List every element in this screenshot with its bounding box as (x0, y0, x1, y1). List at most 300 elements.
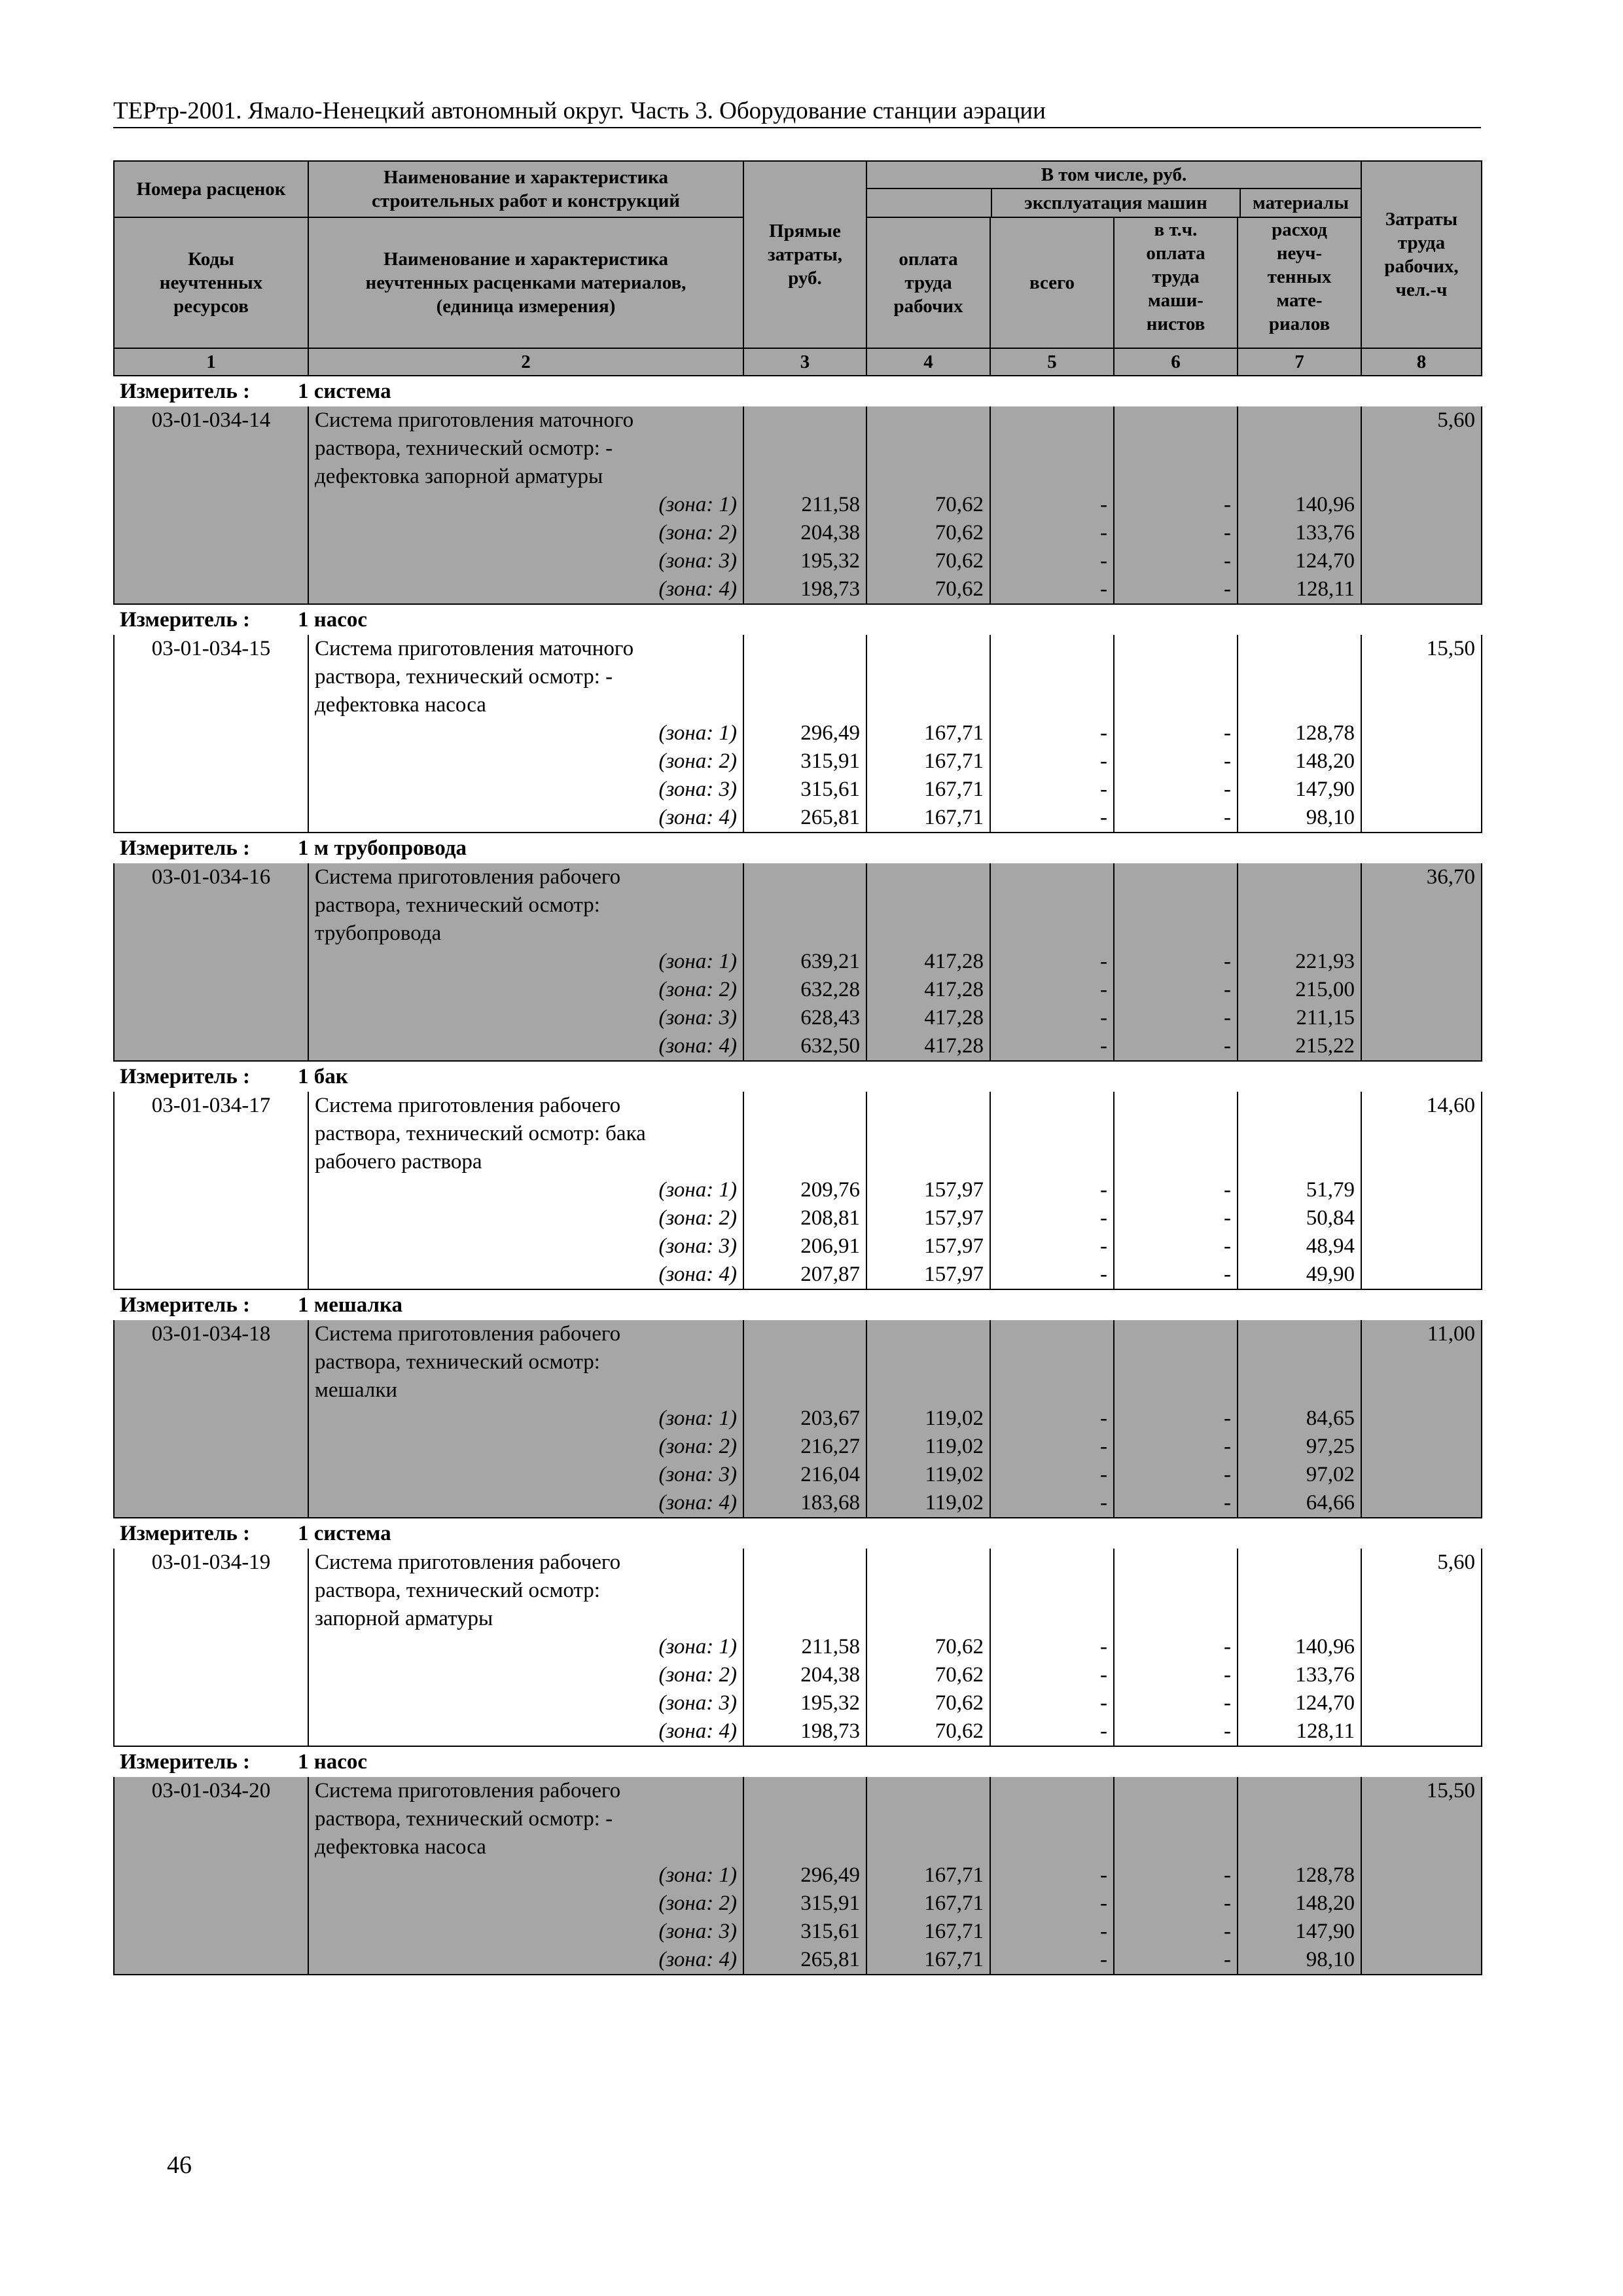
measure-label: Измеритель : (120, 380, 251, 403)
materials-usage: 97,25 (1238, 1433, 1361, 1461)
empty-cell (1361, 891, 1482, 920)
measure-label: Измеритель : (120, 1522, 251, 1545)
zone-label: (зона: 3) (308, 1004, 743, 1032)
materials-usage: 51,79 (1238, 1176, 1361, 1204)
materials-usage: 128,11 (1238, 575, 1361, 604)
machinists-wages: - (1114, 1176, 1238, 1204)
machines-total: - (990, 1433, 1114, 1461)
empty-cell (866, 1376, 990, 1405)
empty-cell (1114, 1577, 1238, 1605)
empty-cell (866, 1605, 990, 1633)
machines-total: - (990, 948, 1114, 976)
zone-label: (зона: 2) (308, 519, 743, 547)
zone-row (114, 1489, 1482, 1518)
empty-cell (866, 663, 990, 691)
zone-row (114, 719, 1482, 747)
column-numbers-row (114, 348, 1482, 376)
entry-desc-row (114, 1605, 1482, 1633)
empty-cell (1238, 435, 1361, 463)
direct-costs: 639,21 (743, 948, 866, 976)
machinists-wages: - (1114, 948, 1238, 976)
column-number: 7 (1238, 348, 1361, 376)
materials-usage: 140,96 (1238, 491, 1361, 519)
rate-code: 03-01-034-16 (114, 863, 308, 891)
work-description-line: Система приготовления рабочего (308, 1320, 743, 1348)
empty-cell (1238, 1777, 1361, 1805)
zone-label: (зона: 3) (308, 1689, 743, 1717)
worker-wages: 417,28 (866, 1032, 990, 1061)
worker-wages: 70,62 (866, 519, 990, 547)
zone-label: (зона: 1) (308, 1405, 743, 1433)
work-description-line: дефектовка запорной арматуры (308, 463, 743, 491)
empty-cell (114, 1232, 308, 1261)
entry-desc-row (114, 1348, 1482, 1376)
entry-desc-row (114, 1120, 1482, 1148)
empty-cell (1361, 1577, 1482, 1605)
empty-cell (1361, 976, 1482, 1004)
entry-desc-row (114, 1833, 1482, 1861)
worker-wages: 119,02 (866, 1433, 990, 1461)
materials-usage-header: расход неуч- тенных мате- риалов (1238, 217, 1361, 348)
direct-costs: 315,91 (743, 747, 866, 776)
empty-cell (114, 1577, 308, 1605)
empty-cell (1238, 863, 1361, 891)
empty-cell (866, 1092, 990, 1120)
entries-container (113, 376, 1481, 1975)
direct-costs: 211,58 (743, 1633, 866, 1661)
zone-label: (зона: 1) (308, 1861, 743, 1890)
materials-usage: 133,76 (1238, 1661, 1361, 1689)
empty-cell (990, 920, 1114, 948)
empty-cell (114, 891, 308, 920)
empty-cell (866, 1320, 990, 1348)
machines-total: - (990, 1489, 1114, 1518)
empty-cell (743, 891, 866, 920)
measure-unit: 1 насос (298, 1750, 368, 1774)
empty-cell (1361, 1433, 1482, 1461)
materials-usage: 128,78 (1238, 719, 1361, 747)
work-description-line: Система приготовления рабочего (308, 863, 743, 891)
empty-cell (114, 1689, 308, 1717)
work-description-line: раствора, технический осмотр: (308, 1348, 743, 1376)
empty-cell (1361, 1633, 1482, 1661)
zone-row (114, 1633, 1482, 1661)
empty-cell (866, 1777, 990, 1805)
zone-label: (зона: 4) (308, 1717, 743, 1746)
empty-cell (990, 1376, 1114, 1405)
direct-costs: 632,50 (743, 1032, 866, 1061)
empty-cell (866, 891, 990, 920)
column-number: 2 (308, 348, 743, 376)
entry-desc-row (114, 663, 1482, 691)
empty-cell (743, 1833, 866, 1861)
materials-usage: 48,94 (1238, 1232, 1361, 1261)
materials-usage: 98,10 (1238, 1946, 1361, 1975)
worker-wages: 70,62 (866, 1717, 990, 1746)
machines-total: - (990, 976, 1114, 1004)
direct-costs: 209,76 (743, 1176, 866, 1204)
empty-cell (743, 1120, 866, 1148)
empty-cell (1114, 920, 1238, 948)
machines-total: - (990, 1032, 1114, 1061)
empty-cell (1114, 463, 1238, 491)
zone-row (114, 1918, 1482, 1946)
work-description-line: Система приготовления рабочего (308, 1549, 743, 1577)
zone-row (114, 747, 1482, 776)
empty-cell (1114, 1320, 1238, 1348)
materials-usage: 49,90 (1238, 1261, 1361, 1289)
machines-total: - (990, 519, 1114, 547)
machinists-wages: - (1114, 1489, 1238, 1518)
rate-entry (113, 406, 1482, 605)
worker-wages: 167,71 (866, 1861, 990, 1890)
empty-cell (1114, 1120, 1238, 1148)
column-number: 8 (1361, 348, 1482, 376)
zone-row (114, 776, 1482, 804)
zone-row (114, 804, 1482, 833)
worker-wages: 417,28 (866, 976, 990, 1004)
empty-cell (1114, 1805, 1238, 1833)
zone-row (114, 1405, 1482, 1433)
entry-desc-row (114, 1320, 1482, 1348)
empty-cell (743, 435, 866, 463)
machines-total: - (990, 1232, 1114, 1261)
measure-label: Измеритель : (120, 608, 251, 632)
empty-cell (114, 1405, 308, 1433)
zone-label: (зона: 3) (308, 776, 743, 804)
entry-desc-row (114, 406, 1482, 435)
empty-cell (114, 575, 308, 604)
measure-label: Измеритель : (120, 836, 251, 860)
empty-cell (1361, 948, 1482, 976)
worker-wages: 417,28 (866, 948, 990, 976)
measure-line (113, 1290, 1481, 1320)
empty-cell (1361, 776, 1482, 804)
rate-entry (113, 635, 1482, 833)
direct-costs: 211,58 (743, 491, 866, 519)
machines-total: - (990, 804, 1114, 833)
empty-cell (114, 1661, 308, 1689)
machines-total: - (990, 1689, 1114, 1717)
empty-cell (743, 691, 866, 719)
worker-wages: 119,02 (866, 1405, 990, 1433)
empty-cell (866, 863, 990, 891)
empty-cell (1361, 1689, 1482, 1717)
entry-desc-row (114, 1092, 1482, 1120)
zone-label: (зона: 3) (308, 1918, 743, 1946)
empty-cell (114, 1833, 308, 1861)
zone-row (114, 1717, 1482, 1746)
empty-cell (114, 1489, 308, 1518)
direct-costs: 203,67 (743, 1405, 866, 1433)
direct-costs-header: Прямые затраты, руб. (743, 161, 866, 348)
column-number: 1 (114, 348, 308, 376)
empty-cell (1361, 691, 1482, 719)
empty-cell (1114, 406, 1238, 435)
entry-desc-row (114, 920, 1482, 948)
empty-cell (990, 891, 1114, 920)
empty-cell (114, 1890, 308, 1918)
measure-line (113, 1747, 1481, 1777)
empty-cell (1114, 635, 1238, 663)
work-description-line: мешалки (308, 1376, 743, 1405)
zone-row (114, 1004, 1482, 1032)
empty-cell (866, 920, 990, 948)
zone-label: (зона: 3) (308, 1232, 743, 1261)
empty-cell (114, 1204, 308, 1232)
measure-line (113, 1062, 1481, 1092)
empty-cell (114, 1348, 308, 1376)
empty-cell (114, 435, 308, 463)
direct-costs: 204,38 (743, 1661, 866, 1689)
materials-usage: 97,02 (1238, 1461, 1361, 1489)
empty-cell (743, 663, 866, 691)
empty-cell (1238, 1833, 1361, 1861)
empty-cell (743, 1348, 866, 1376)
empty-cell (1114, 435, 1238, 463)
empty-cell (1114, 663, 1238, 691)
empty-cell (114, 1120, 308, 1148)
direct-costs: 198,73 (743, 575, 866, 604)
zone-label: (зона: 4) (308, 804, 743, 833)
entry-desc-row (114, 435, 1482, 463)
empty-cell (990, 1092, 1114, 1120)
empty-cell (743, 463, 866, 491)
work-description-line: раствора, технический осмотр: - (308, 1805, 743, 1833)
zone-label: (зона: 2) (308, 1204, 743, 1232)
zone-row (114, 1032, 1482, 1061)
materials-usage: 215,22 (1238, 1032, 1361, 1061)
empty-cell (743, 1777, 866, 1805)
materials-usage: 215,00 (1238, 976, 1361, 1004)
empty-cell (1361, 1489, 1482, 1518)
empty-cell (1238, 1092, 1361, 1120)
empty-cell (114, 776, 308, 804)
work-description-line: раствора, технический осмотр: (308, 891, 743, 920)
empty-cell (1361, 1405, 1482, 1433)
zone-row (114, 1946, 1482, 1975)
empty-cell (866, 1833, 990, 1861)
price-table (113, 160, 1481, 1975)
empty-cell (1361, 747, 1482, 776)
machinists-wages: - (1114, 1661, 1238, 1689)
empty-cell (114, 1633, 308, 1661)
zone-row (114, 1461, 1482, 1489)
empty-cell (990, 1577, 1114, 1605)
machines-total: - (990, 1918, 1114, 1946)
empty-cell (1361, 1833, 1482, 1861)
worker-wages: 167,71 (866, 1946, 990, 1975)
direct-costs: 628,43 (743, 1004, 866, 1032)
empty-cell (1361, 663, 1482, 691)
machinists-wages: - (1114, 491, 1238, 519)
empty-cell (743, 1320, 866, 1348)
measure-unit: 1 бак (298, 1065, 348, 1088)
empty-cell (743, 1805, 866, 1833)
measure-unit: 1 мешалка (298, 1293, 403, 1317)
direct-costs: 632,28 (743, 976, 866, 1004)
empty-cell (1361, 719, 1482, 747)
materials-usage: 128,11 (1238, 1717, 1361, 1746)
empty-cell (114, 719, 308, 747)
worker-wages: 157,97 (866, 1232, 990, 1261)
machines-header: эксплуатация машин (992, 189, 1241, 217)
empty-cell (1361, 1890, 1482, 1918)
empty-cell (1238, 635, 1361, 663)
empty-cell (114, 1376, 308, 1405)
empty-cell (743, 1148, 866, 1176)
worker-wages: 157,97 (866, 1261, 990, 1289)
empty-cell (866, 1805, 990, 1833)
materials-header: материалы (1253, 192, 1349, 213)
empty-cell (1114, 1777, 1238, 1805)
empty-cell (866, 406, 990, 435)
worker-wages: 119,02 (866, 1489, 990, 1518)
empty-cell (1238, 1805, 1361, 1833)
empty-cell (1238, 1348, 1361, 1376)
zone-label: (зона: 1) (308, 1176, 743, 1204)
rate-code: 03-01-034-20 (114, 1777, 308, 1805)
column-number: 6 (1114, 348, 1238, 376)
direct-costs: 315,61 (743, 776, 866, 804)
empty-cell (1114, 1605, 1238, 1633)
machines-total: - (990, 1004, 1114, 1032)
entry-desc-row (114, 1376, 1482, 1405)
empty-cell (866, 1148, 990, 1176)
empty-cell (990, 1120, 1114, 1148)
empty-cell (1238, 1148, 1361, 1176)
materials-usage: 221,93 (1238, 948, 1361, 976)
machinists-wages: - (1114, 1890, 1238, 1918)
zone-row (114, 1661, 1482, 1689)
empty-cell (1238, 1120, 1361, 1148)
empty-cell (114, 1261, 308, 1289)
empty-cell (1238, 1605, 1361, 1633)
machinists-wages: - (1114, 1261, 1238, 1289)
empty-cell (1361, 1805, 1482, 1833)
empty-cell (1114, 863, 1238, 891)
measure-line (113, 376, 1481, 406)
zone-row (114, 519, 1482, 547)
zone-row (114, 948, 1482, 976)
rate-code: 03-01-034-19 (114, 1549, 308, 1577)
machines-total: - (990, 776, 1114, 804)
machines-total: - (990, 1461, 1114, 1489)
zone-label: (зона: 3) (308, 547, 743, 575)
empty-cell (990, 1148, 1114, 1176)
entry-desc-row (114, 863, 1482, 891)
direct-costs: 296,49 (743, 719, 866, 747)
empty-cell (990, 691, 1114, 719)
labor-costs: 36,70 (1361, 863, 1482, 891)
empty-cell (990, 1320, 1114, 1348)
empty-cell (743, 635, 866, 663)
zone-row (114, 491, 1482, 519)
measure-unit: 1 система (298, 380, 391, 403)
worker-wages: 417,28 (866, 1004, 990, 1032)
direct-costs: 195,32 (743, 1689, 866, 1717)
worker-wages: 157,97 (866, 1204, 990, 1232)
machines-total: - (990, 491, 1114, 519)
zone-row (114, 1232, 1482, 1261)
measure-unit: 1 насос (298, 608, 368, 632)
rate-entry (113, 1092, 1482, 1290)
empty-cell (114, 547, 308, 575)
empty-cell (1361, 1717, 1482, 1746)
materials-usage: 140,96 (1238, 1633, 1361, 1661)
zone-label: (зона: 2) (308, 1890, 743, 1918)
empty-cell (114, 1004, 308, 1032)
machines-total-header: всего (990, 217, 1114, 348)
direct-costs: 208,81 (743, 1204, 866, 1232)
zone-label: (зона: 2) (308, 747, 743, 776)
work-description-line: запорной арматуры (308, 1605, 743, 1633)
empty-cell (1361, 1232, 1482, 1261)
empty-cell (1361, 920, 1482, 948)
worker-wages: 70,62 (866, 1661, 990, 1689)
empty-cell (866, 1120, 990, 1148)
empty-cell (1361, 575, 1482, 604)
direct-costs: 183,68 (743, 1489, 866, 1518)
rate-entry (113, 1320, 1482, 1518)
measure-label: Измеритель : (120, 1065, 251, 1088)
col2-top-header: Наименование и характеристика строительных работ и конструкций (308, 161, 743, 217)
empty-cell (1238, 663, 1361, 691)
empty-cell (114, 663, 308, 691)
empty-cell (990, 1549, 1114, 1577)
measure-line (113, 605, 1481, 635)
rate-code: 03-01-034-17 (114, 1092, 308, 1120)
measure-line (113, 833, 1481, 863)
empty-cell (114, 747, 308, 776)
empty-cell (114, 1461, 308, 1489)
empty-cell (1114, 1092, 1238, 1120)
zone-row (114, 1204, 1482, 1232)
materials-usage: 148,20 (1238, 1890, 1361, 1918)
direct-costs: 207,87 (743, 1261, 866, 1289)
empty-cell (114, 519, 308, 547)
empty-cell (1361, 1376, 1482, 1405)
materials-usage: 128,78 (1238, 1861, 1361, 1890)
empty-cell (1361, 1461, 1482, 1489)
empty-cell (743, 1092, 866, 1120)
machinists-wages: - (1114, 575, 1238, 604)
zone-label: (зона: 4) (308, 1261, 743, 1289)
empty-cell (114, 1946, 308, 1975)
measure-unit: 1 м трубопровода (298, 836, 467, 860)
machinists-wages: - (1114, 1689, 1238, 1717)
work-description-line: Система приготовления маточного (308, 406, 743, 435)
machinists-wages: - (1114, 1204, 1238, 1232)
empty-cell (1361, 519, 1482, 547)
direct-costs: 265,81 (743, 804, 866, 833)
machinists-wages: - (1114, 1232, 1238, 1261)
empty-cell (990, 1348, 1114, 1376)
machines-total: - (990, 1204, 1114, 1232)
materials-usage: 50,84 (1238, 1204, 1361, 1232)
empty-cell (1114, 1348, 1238, 1376)
machines-total: - (990, 1717, 1114, 1746)
empty-cell (114, 1918, 308, 1946)
empty-cell (866, 435, 990, 463)
empty-cell (114, 976, 308, 1004)
machinists-wages: - (1114, 1004, 1238, 1032)
empty-cell (1238, 920, 1361, 948)
empty-cell (866, 1348, 990, 1376)
work-description-line: дефектовка насоса (308, 1833, 743, 1861)
direct-costs: 315,61 (743, 1918, 866, 1946)
entry-desc-row (114, 1777, 1482, 1805)
